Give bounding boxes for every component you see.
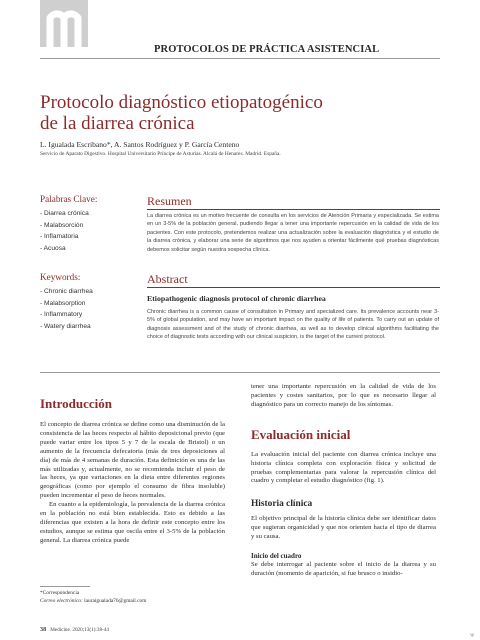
introduccion-paragraph-2: En cuanto a la epidemiología, la prevalencia de la diarrea crónica en la población no está bien establecida. Esto es debido a las diferencias que existen a la hora de definir este concepto entre los estudios, aunque se estima que oscila entre el 3-5% de la población general. La diarrea crónica puede [40, 501, 225, 544]
citation: Medicine. 2020;13(1):38-44 [50, 627, 109, 633]
article-affiliation: Servicio de Aparato Digestivo. Hospital Universitario Príncipe de Asturias. Alcalá de Henares. Madrid. España. [40, 151, 281, 157]
inicio-paragraph: Se debe interrogar al paciente sobre el inicio de la diarrea y su duración (momento de aparición, si fue brusco o insidio- [251, 561, 436, 577]
keyword-es-item: - Acuosa [40, 244, 66, 252]
abstract-heading: Abstract [147, 272, 188, 286]
title-line-1: Protocolo diagnóstico etiopatogénico [40, 92, 323, 113]
keyword-en-item: - Inflammatory [40, 311, 83, 319]
right-column [251, 383, 436, 579]
keyword-es-item: - Diarrea crónica [40, 210, 89, 217]
keywords-en-list [40, 286, 93, 332]
historia-heading: Historia clínica [251, 499, 313, 510]
keyword-es-item: - Inflamatoria [40, 233, 79, 241]
header-divider [40, 58, 440, 59]
abstract-subtitle: Etiopathogenic diagnosis protocol of chronic diarrhea [147, 294, 326, 303]
footnote-divider [40, 586, 90, 587]
keyword-en-item: - Malabsorption [40, 299, 86, 307]
corner-mark: Ψ [470, 634, 474, 639]
journal-logo [40, 0, 88, 47]
inicio-heading: Inicio del cuadro [251, 552, 302, 561]
page-number: 38 [40, 626, 47, 633]
keywords-es-list [40, 208, 89, 254]
footnote-label: *Correspondencia [40, 590, 80, 596]
footnote-email-label: Correo electrónico: [40, 598, 83, 604]
keywords-es-heading: Palabras Clave: [40, 194, 98, 204]
keyword-es-item: - Malabsorción [40, 221, 84, 229]
left-column [40, 396, 225, 546]
introduccion-paragraph-2-cont: tener una importante repercusión en la calidad de vida de los pacientes y costes sanitarios, por lo que es necesario llegar al diagnóstico para un correcto manejo de los síntomas. [251, 383, 436, 408]
resumen-divider [147, 209, 440, 210]
introduccion-paragraph-1: El concepto de diarrea crónica se define como una disminución de la consistencia de las heces respecto al hábito deposicional previo (que puede variar entre los tipos 5 y 7 de la escala de Bristol) o un aumento de la frecuencia defecatoria (más de tres deposiciones al día) de más de 4 semanas de duración. Esta definición es una de las más utilizadas y, actualmente, no se recomienda incluir el peso de las heces, ya que variaciones en la dieta entre diferentes regiones geográficas (como por ejemplo el consumo de fibra insoluble) pueden incrementar el peso de heces normales. [40, 421, 225, 500]
resumen-text: La diarrea crónica es un motivo frecuente de consulta en los servicios de Atención Primaria y especializada. Se estima en un 3-5% de la población general, pudiendo llegar a tener una importante repercusión en la calidad de vida de los pacientes. Con este protocolo, pretendemos realizar una actualización sobre la evaluación diagnóstica y el estudio de la diarrea crónica, y elaborar una serie de algoritmos que nos ayuden a orientar fácilmente qué pruebas diagnósticas debemos solicitar según nuestra sospecha clínica. [147, 213, 439, 253]
abstract-text: Chronic diarrhea is a common cause of consultation in Primary and specialized care. Its prevalence accounts near 3-5% of global population, and may have an important impact on the quality of life of patients. To carry out an update of diagnosis assessment and of the study of chronic diarrhea, as well as to develop clinical algorithms facilitating the choice of diagnostic tests according with our clinical suspicion, is the target of the current protocol. [147, 309, 439, 341]
page-footer [40, 626, 109, 633]
article-authors: L. Igualada Escribano*, A. Santos Rodríguez y P. García Centeno [40, 140, 240, 149]
article-title [40, 92, 440, 134]
abstract-divider [147, 287, 440, 288]
body-divider [40, 372, 440, 373]
evaluacion-heading: Evaluación inicial [251, 426, 351, 442]
footnote-email-line [40, 598, 146, 604]
resumen-heading: Resumen [147, 194, 192, 208]
footnote-email: lauraigualada76@gmail.com [84, 598, 147, 604]
keyword-en-item: - Watery diarrhea [40, 322, 91, 330]
keywords-en-heading: Keywords: [40, 272, 81, 282]
title-line-2: de la diarrea crónica [40, 113, 195, 134]
historia-paragraph: El objetivo principal de la historia clínica debe ser identificar datos que sugieran organicidad y que nos orienten hacia el tipo de diarrea y su causa. [251, 515, 436, 541]
section-header: PROTOCOLOS DE PRÁCTICA ASISTENCIAL [154, 44, 380, 55]
evaluacion-paragraph-1: La evaluación inicial del paciente con diarrea crónica incluye una historia clínica completa con exploración física y solicitud de pruebas complementarias para valorar la repercusión clínica del cuadro y completar el estudio diagnóstico (fig. 1). [251, 450, 436, 485]
keyword-en-item: - Chronic diarrhea [40, 288, 93, 295]
introduccion-heading: Introducción [40, 396, 112, 411]
